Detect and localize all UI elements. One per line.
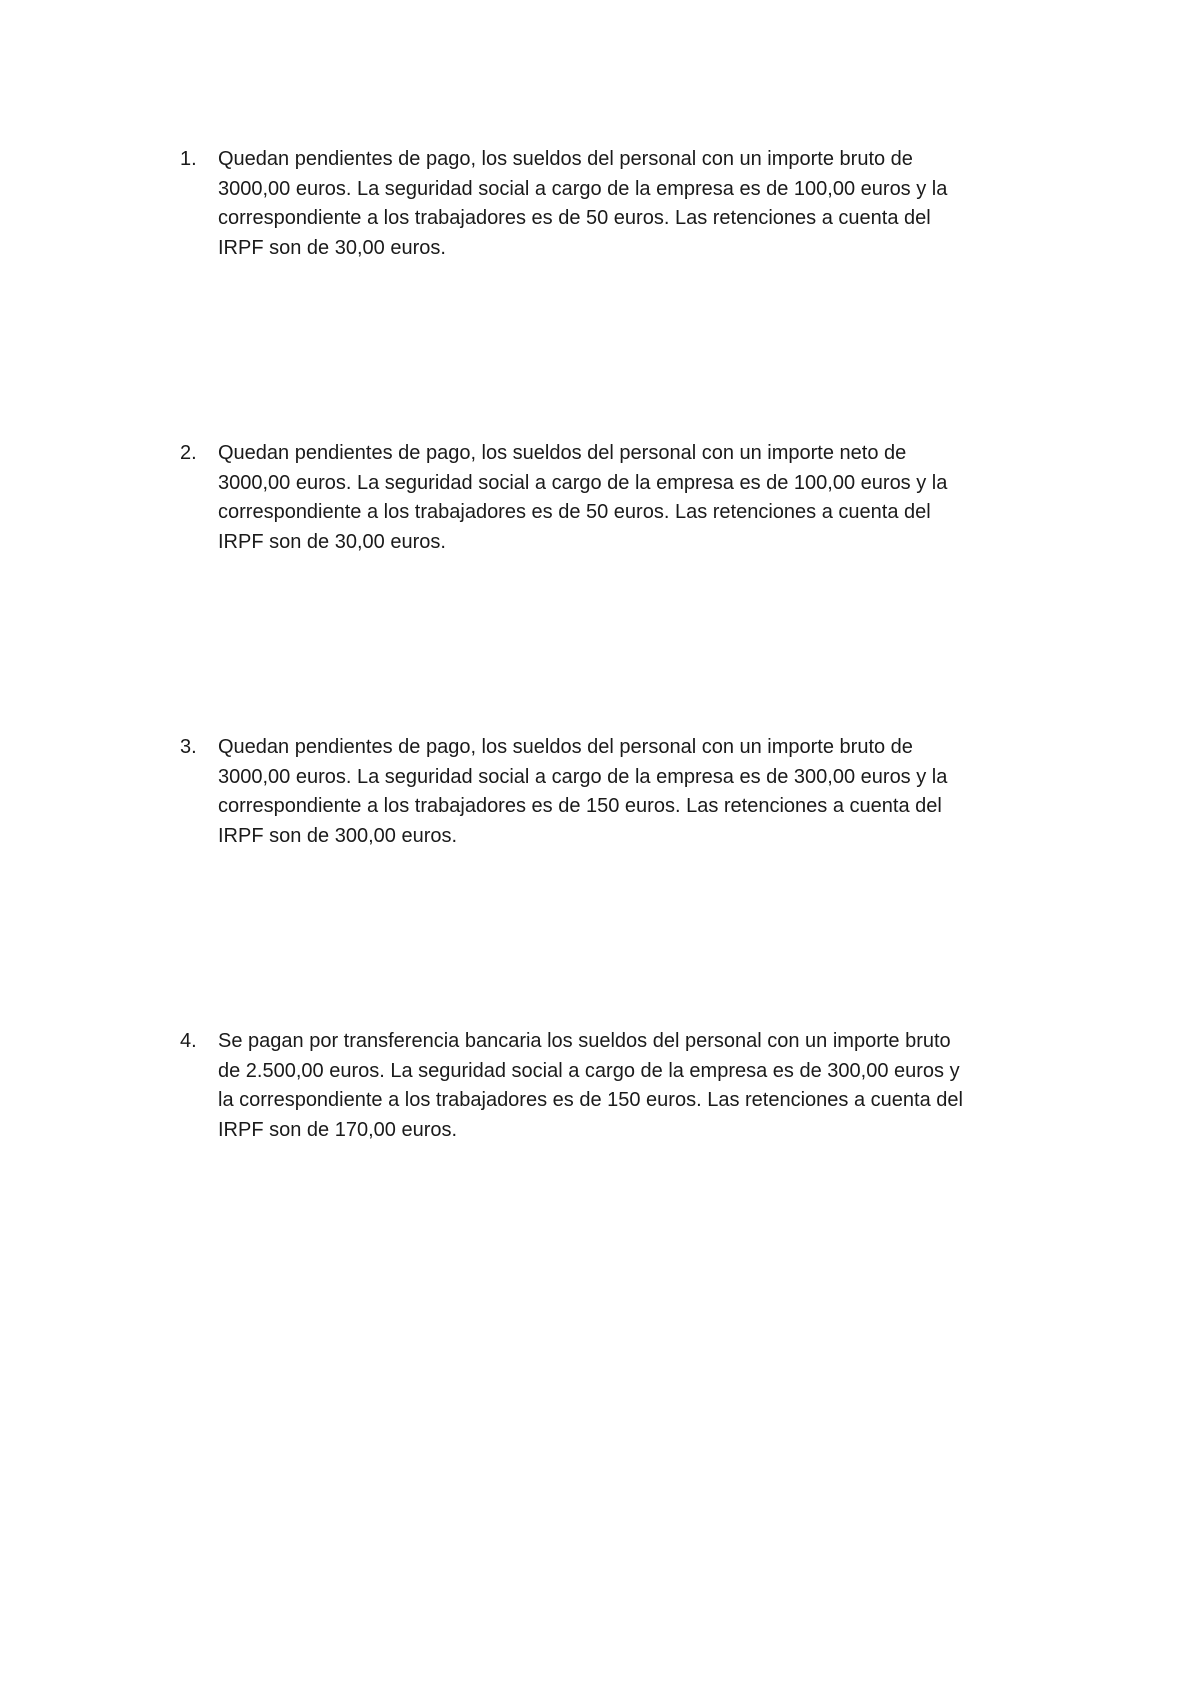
exercise-number: 1. [180, 148, 197, 170]
exercise-text-line: Quedan pendientes de pago, los sueldos del personal con un importe neto de [218, 442, 907, 464]
exercise-text [218, 733, 1060, 851]
exercise-text-line: IRPF son de 170,00 euros. [218, 1118, 458, 1141]
exercise-number: 2. [180, 442, 197, 464]
exercise-text-line: de 2.500,00 euros. La seguridad social a cargo de la empresa es de 300,00 euros y [218, 1059, 960, 1082]
exercise-text-line: 3000,00 euros. La seguridad social a cargo de la empresa es de 100,00 euros y la [218, 471, 948, 494]
exercise-text-line: Se pagan por transferencia bancaria los sueldos del personal con un importe bruto [218, 1030, 951, 1052]
exercise-text-line: Quedan pendientes de pago, los sueldos del personal con un importe bruto de [218, 148, 913, 170]
exercise-text-line: 3000,00 euros. La seguridad social a cargo de la empresa es de 100,00 euros y la [218, 177, 948, 200]
exercise-text-line: IRPF son de 30,00 euros. [218, 236, 446, 259]
exercise-number: 4. [180, 1030, 197, 1052]
exercise-text [218, 1027, 1060, 1145]
exercise-text-line: correspondiente a los trabajadores es de 150 euros. Las retenciones a cuenta del [218, 795, 942, 817]
exercise-text [218, 439, 1060, 557]
exercise-text-line: IRPF son de 300,00 euros. [218, 824, 458, 847]
exercise-text-line: correspondiente a los trabajadores es de 50 euros. Las retenciones a cuenta del [218, 207, 931, 229]
exercise-text-line: Quedan pendientes de pago, los sueldos del personal con un importe bruto de [218, 736, 913, 758]
exercise-number: 3. [180, 736, 197, 758]
exercise-3 [180, 733, 1060, 851]
exercise-text-line: 3000,00 euros. La seguridad social a cargo de la empresa es de 300,00 euros y la [218, 765, 948, 788]
exercise-1 [180, 145, 1060, 263]
exercise-text [218, 145, 1060, 263]
exercise-text-line: la correspondiente a los trabajadores es de 150 euros. Las retenciones a cuenta del [218, 1089, 963, 1111]
exercise-text-line: IRPF son de 30,00 euros. [218, 530, 446, 553]
exercise-text-line: correspondiente a los trabajadores es de 50 euros. Las retenciones a cuenta del [218, 501, 931, 523]
exercise-2 [180, 439, 1060, 557]
exercise-4 [180, 1027, 1060, 1145]
